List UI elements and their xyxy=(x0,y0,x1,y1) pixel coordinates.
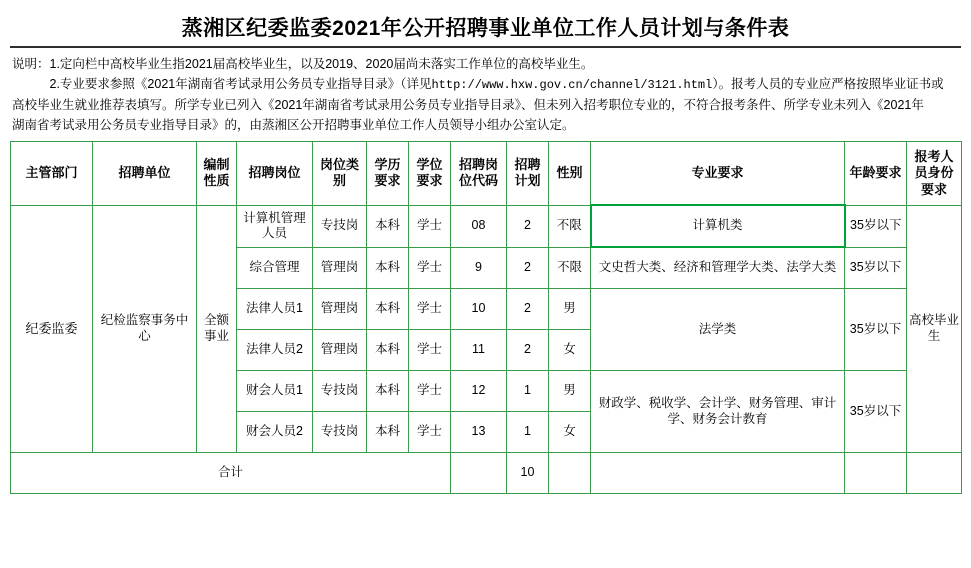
note-line-4: 湖南省考试录用公务员专业指导目录》的，由蒸湘区公开招聘事业单位工作人员领导小组办公室认定。 xyxy=(12,118,575,133)
cell-unit: 纪检监察事务中心 xyxy=(93,205,197,453)
cell-education: 本科 xyxy=(367,371,409,412)
header-plan: 招聘计划 xyxy=(507,142,549,206)
cell-code: 12 xyxy=(451,371,507,412)
cell-total-plan: 10 xyxy=(507,453,549,494)
cell-total-age xyxy=(845,453,907,494)
recruitment-table xyxy=(10,141,962,494)
cell-degree: 学士 xyxy=(409,205,451,247)
cell-major-highlighted: 计算机类 xyxy=(591,205,845,247)
cell-plan: 1 xyxy=(507,371,549,412)
cell-code: 13 xyxy=(451,412,507,453)
cell-plan: 2 xyxy=(507,289,549,330)
cell-category: 管理岗 xyxy=(313,330,367,371)
note-url: http://www.hxw.gov.cn/channel/3121.html xyxy=(431,78,713,92)
cell-gender: 男 xyxy=(549,289,591,330)
cell-code: 10 xyxy=(451,289,507,330)
cell-post: 法律人员2 xyxy=(237,330,313,371)
cell-code: 11 xyxy=(451,330,507,371)
cell-post: 综合管理 xyxy=(237,247,313,289)
cell-plan: 2 xyxy=(507,330,549,371)
note-line-2 xyxy=(12,74,959,95)
cell-nature: 全额事业 xyxy=(197,205,237,453)
cell-post: 财会人员1 xyxy=(237,371,313,412)
cell-category: 管理岗 xyxy=(313,247,367,289)
cell-code: 9 xyxy=(451,247,507,289)
header-age: 年龄要求 xyxy=(845,142,907,206)
cell-age: 35岁以下 xyxy=(845,247,907,289)
cell-plan: 2 xyxy=(507,247,549,289)
cell-education: 本科 xyxy=(367,247,409,289)
cell-education: 本科 xyxy=(367,289,409,330)
header-major: 专业要求 xyxy=(591,142,845,206)
header-degree: 学位要求 xyxy=(409,142,451,206)
note-line-2-prefix: 2.专业要求参照《2021年湖南省考试录用公务员专业指导目录》（详见 xyxy=(12,77,432,91)
header-identity: 报考人员身份要求 xyxy=(907,142,962,206)
cell-gender: 女 xyxy=(549,412,591,453)
cell-total-identity xyxy=(907,453,962,494)
cell-education: 本科 xyxy=(367,412,409,453)
cell-degree: 学士 xyxy=(409,412,451,453)
header-nature: 编制性质 xyxy=(197,142,237,206)
cell-total-major xyxy=(591,453,845,494)
header-code: 招聘岗位代码 xyxy=(451,142,507,206)
cell-plan: 1 xyxy=(507,412,549,453)
cell-total-gender xyxy=(549,453,591,494)
table-header-row xyxy=(11,142,962,206)
cell-identity: 高校毕业生 xyxy=(907,205,962,453)
header-post: 招聘岗位 xyxy=(237,142,313,206)
cell-education: 本科 xyxy=(367,330,409,371)
note-line-1: 说明：1.定向栏中高校毕业生指2021届高校毕业生，以及2019、2020届尚未落实工作单位的高校毕业生。 xyxy=(12,57,594,71)
note-line-3: 高校毕业生就业推荐表填写。所学专业已列入《2021年湖南省考试录用公务员专业指导目录》、但未列入招考职位专业的，不符合报考条件、所学专业未列入《2021年 xyxy=(12,98,924,113)
header-education: 学历要求 xyxy=(367,142,409,206)
cell-post: 财会人员2 xyxy=(237,412,313,453)
table-total-row xyxy=(11,453,962,494)
header-category: 岗位类别 xyxy=(313,142,367,206)
notes-block xyxy=(10,48,961,141)
cell-post: 法律人员1 xyxy=(237,289,313,330)
cell-gender: 女 xyxy=(549,330,591,371)
cell-major: 财政学、税收学、会计学、财务管理、审计学、财务会计教育 xyxy=(591,371,845,453)
cell-post: 计算机管理人员 xyxy=(237,205,313,247)
cell-age: 35岁以下 xyxy=(845,205,907,247)
cell-gender: 男 xyxy=(549,371,591,412)
cell-total-blank xyxy=(451,453,507,494)
cell-age: 35岁以下 xyxy=(845,289,907,371)
header-dept: 主管部门 xyxy=(11,142,93,206)
table-row xyxy=(11,205,962,247)
cell-age: 35岁以下 xyxy=(845,371,907,453)
cell-dept: 纪委监委 xyxy=(11,205,93,453)
header-gender: 性别 xyxy=(549,142,591,206)
cell-major: 法学类 xyxy=(591,289,845,371)
cell-plan: 2 xyxy=(507,205,549,247)
cell-code: 08 xyxy=(451,205,507,247)
cell-degree: 学士 xyxy=(409,289,451,330)
page-title: 蒸湘区纪委监委2021年公开招聘事业单位工作人员计划与条件表 xyxy=(10,0,961,48)
cell-category: 管理岗 xyxy=(313,289,367,330)
cell-major: 文史哲大类、经济和管理学大类、法学大类 xyxy=(591,247,845,289)
cell-degree: 学士 xyxy=(409,371,451,412)
header-unit: 招聘单位 xyxy=(93,142,197,206)
cell-category: 专技岗 xyxy=(313,205,367,247)
cell-degree: 学士 xyxy=(409,247,451,289)
note-line-2-suffix: ）。报考人员的专业应严格按照毕业证书或 xyxy=(712,77,944,91)
cell-total-label: 合计 xyxy=(11,453,451,494)
cell-category: 专技岗 xyxy=(313,412,367,453)
cell-education: 本科 xyxy=(367,205,409,247)
cell-gender: 不限 xyxy=(549,205,591,247)
cell-gender: 不限 xyxy=(549,247,591,289)
cell-category: 专技岗 xyxy=(313,371,367,412)
cell-degree: 学士 xyxy=(409,330,451,371)
